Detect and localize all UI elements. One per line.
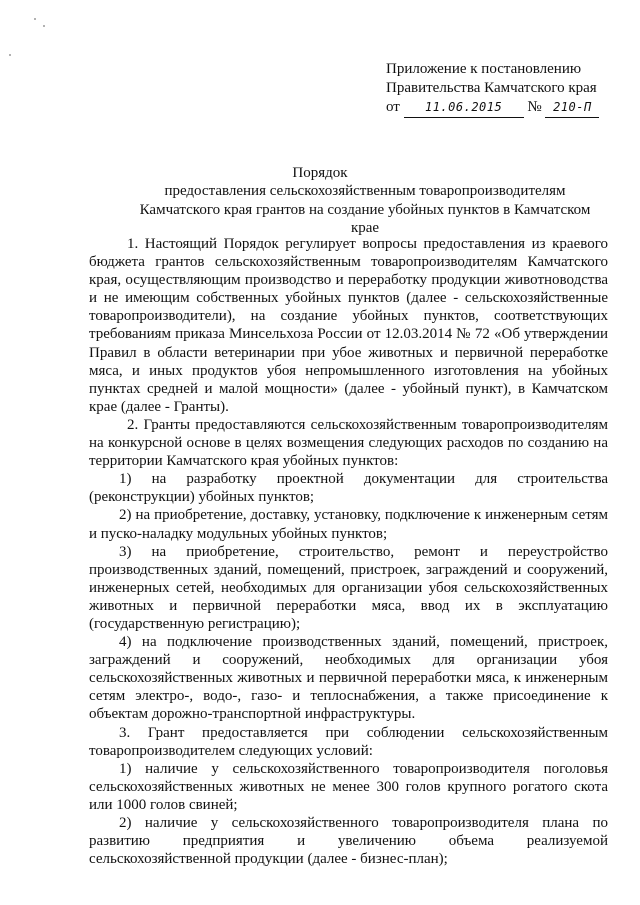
scan-speck <box>34 18 36 20</box>
handwritten-number: 210-П <box>545 98 599 118</box>
date-prefix: от <box>386 99 400 115</box>
scan-speck <box>9 54 11 56</box>
paragraph: 3. Грант предоставляется при соблюдении сельскохозяйственным товаропроизводителем следующих условий: <box>89 724 608 759</box>
paragraph: 1. Настоящий Порядок регулирует вопросы предоставления из краевого бюджета грантов сельскохозяйственным товаропроизводителям Камчатского края, осуществляющим производство и переработку продукции животноводства и не имеющим собственных убойных пунктов (далее - сельскохозяйственные товаропроизводители), на создание убойных пунктов, соответствующих требованиям приказа Минсельхоза России от 12.03.2014 № 72 «Об утверждении Правил в области ветеринарии при убое животных и первичной переработке мяса, и иных продуктов убоя непромышленного изготовления на убойных пунктах средней и малой мощности» (далее - убойный пункт), в Камчатском крае (далее - Гранты). <box>89 236 608 415</box>
approval-line-2: Правительства Камчатского края <box>386 80 597 96</box>
list-item: 2) наличие у сельскохозяйственного товаропроизводителя плана по развитию предприятия и увеличению объема реализуемой сельскохозяйственной продукции (далее - бизнес-план); <box>89 815 608 868</box>
approval-line-1: Приложение к постановлению <box>386 61 582 77</box>
list-item: 3) на приобретение, строительство, ремонт и переустройство производственных зданий, помещений, пристроек, заграждений и сооружений, инженерных сетей, необходимых для организации убоя сельскохозяйственных животных и первичной переработки мяса, ввод их в эксплуатацию (государственную регистрацию); <box>89 543 608 632</box>
approval-date-line <box>386 98 606 118</box>
paragraph: 2. Гранты предоставляются сельскохозяйственным товаропроизводителям на конкурсной основе в целях возмещения следующих расходов по созданию на территории Камчатского края убойных пунктов: <box>89 416 608 470</box>
approval-stamp <box>386 60 606 118</box>
document-subtitle: предоставления сельскохозяйственным товаропроизводителям Камчатского края грантов на создание убойных пунктов в Камчатском крае <box>139 183 591 236</box>
list-item: 1) на разработку проектной документации для строительства (реконструкции) убойных пунктов; <box>89 471 608 506</box>
number-prefix: № <box>527 99 542 115</box>
list-item: 4) на подключение производственных зданий, помещений, пристроек, заграждений и сооружений, необходимых для организации убоя сельскохозяйственных животных и первичной переработки мяса, к инженерным сетям электро-, водо-, газо- и теплоснабжения, а также присоединение к объектам дорожно-транспортной инфраструктуры. <box>89 634 608 723</box>
handwritten-date: 11.06.2015 <box>404 98 524 118</box>
list-item: 1) наличие у сельскохозяйственного товаропроизводителя поголовья сельскохозяйственных животных не менее 300 голов крупного рогатого скота или 1000 голов свиней; <box>89 760 608 813</box>
scan-speck <box>43 25 45 27</box>
list-item: 2) на приобретение, доставку, установку, подключение к инженерным сетям и пуско-наладку модульных убойных пунктов; <box>89 507 608 542</box>
document-title: Порядок <box>292 165 348 181</box>
document-body <box>89 235 608 868</box>
